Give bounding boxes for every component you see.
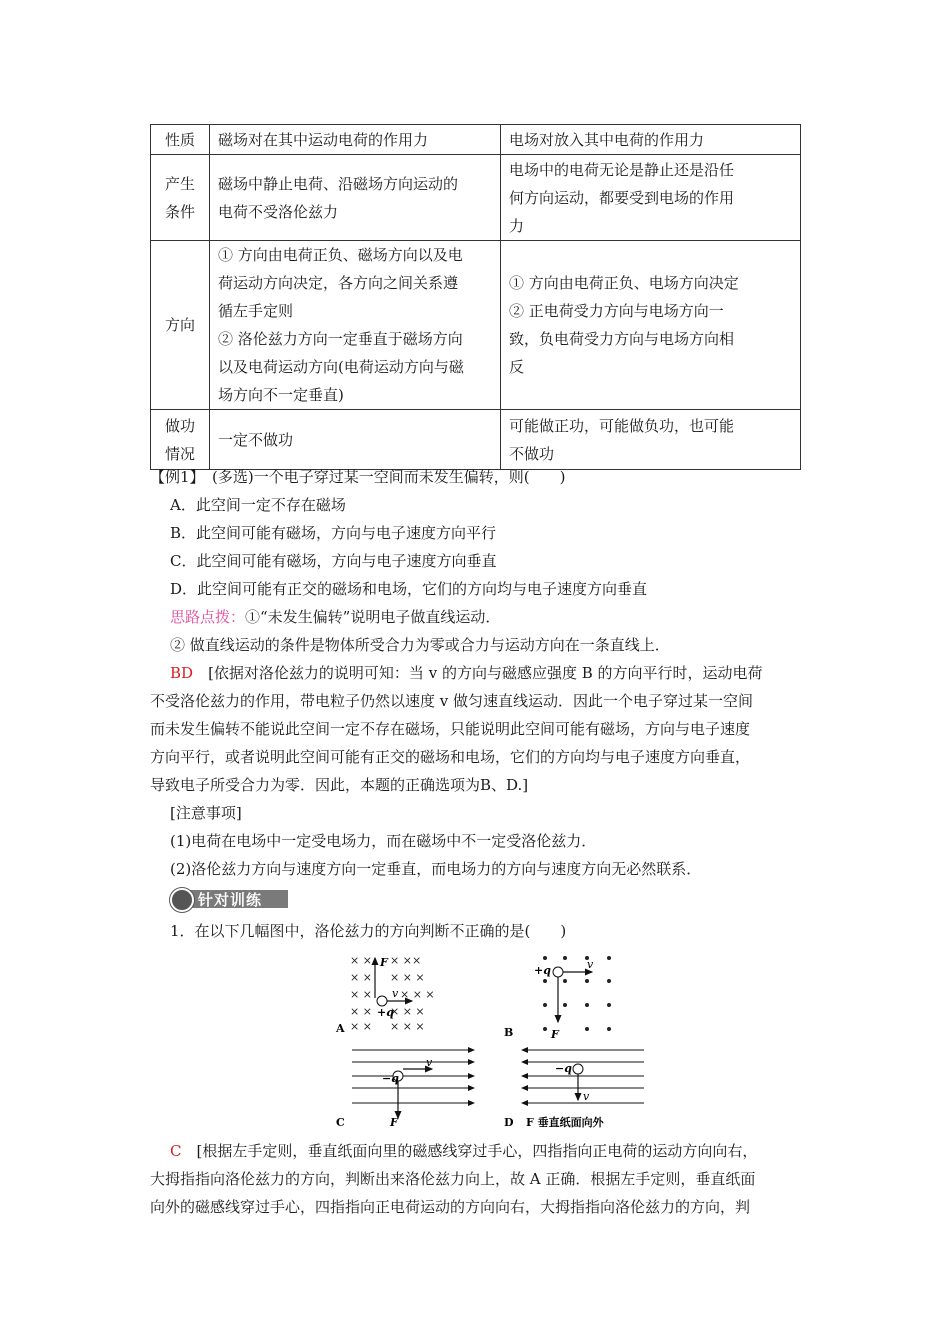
banner-title: 针对训练 [198, 891, 263, 909]
hint-line-2: ② 做直线运动的条件是物体所受合力为零或合力与运动方向在一条直线上． [170, 636, 670, 654]
svg-text:F: F [390, 1116, 398, 1129]
note-item: (1)电荷在电场中一定受电场力，而在磁场中不一定受洛伦兹力． [170, 832, 597, 850]
label-c: C [336, 1116, 345, 1129]
magnetic-cell: 一定不做功 [210, 410, 501, 470]
example-title: 【例1】 (多选)一个电子穿过某一空间而未发生偏转，则( ) [150, 468, 566, 486]
option-c: C．此空间可能有磁场，方向与电子速度方向垂直 [170, 552, 497, 570]
notes-title: [注意事项] [170, 804, 242, 822]
lorentz-force-figure [330, 950, 650, 1130]
svg-text:−q: −q [555, 1062, 572, 1075]
svg-text:× ×: × × [350, 1005, 372, 1018]
answer-line: 大拇指指向洛伦兹力的方向，判断出来洛伦兹力向上，故 A 正确．根据左手定则，垂直纸面 [150, 1170, 756, 1188]
label-a: A [336, 1022, 345, 1035]
row-label: 产生 条件 [151, 155, 210, 241]
svg-text:v: v [392, 987, 399, 1000]
electric-cell: 电场中的电荷无论是静止还是沿任 何方向运动，都要受到电场的作用 力 [501, 155, 801, 241]
table-row [151, 125, 801, 155]
panel-d [504, 1050, 644, 1129]
answer-line: 方向平行，或者说明此空间可能有正交的磁场和电场，它们的方向均与电子速度方向垂直， [150, 748, 751, 766]
answer-line: 向外的磁感线穿过手心，四指指向正电荷运动的方向向右，大拇指指向洛伦兹力的方向，判 [150, 1198, 751, 1216]
magnetic-cell: ① 方向由电荷正负、磁场方向以及电 荷运动方向决定，各方向之间关系遵 循左手定则 ② 洛伦兹力方向一定垂直于磁场方向 以及电荷运动方向(电荷运动方向与磁 场方向不一定垂直) [210, 241, 501, 410]
row-label: 性质 [151, 125, 210, 155]
panel-a [335, 954, 435, 1035]
answer-label: BD [170, 664, 194, 682]
answer-line: 导致电子所受合力为零．因此，本题的正确选项为B、D.] [150, 776, 529, 794]
hint-line-1: 思路点拨：①“未发生偏转”说明电子做直线运动． [170, 608, 501, 626]
row-label: 方向 [151, 241, 210, 410]
table-row [151, 241, 801, 410]
option-a: A．此空间一定不存在磁场 [170, 496, 346, 514]
table-row [151, 155, 801, 241]
svg-text:× ×: × × [350, 954, 372, 967]
magnetic-cell: 磁场对在其中运动电荷的作用力 [210, 125, 501, 155]
answer-line: BD [依据对洛伦兹力的说明可知：当 v 的方向与磁感应强度 B 的方向平行时，运动电荷 [170, 664, 763, 682]
electric-cell: 可能做正功，可能做负功，也可能 不做功 [501, 410, 801, 470]
option-d: D．此空间可能有正交的磁场和电场，它们的方向均与电子速度方向垂直 [170, 580, 648, 598]
note-item: (2)洛伦兹力方向与速度方向一定垂直，而电场力的方向与速度方向无必然联系． [170, 860, 702, 878]
answer-line: 不受洛伦兹力的作用，带电粒子仍然以速度 v 做匀速直线运动．因此一个电子穿过某一空间 [150, 692, 754, 710]
svg-text:v: v [583, 1090, 590, 1103]
force-label: F [380, 956, 388, 969]
svg-text:v: v [426, 1056, 433, 1069]
svg-text:× ×: × × [350, 971, 372, 984]
answer-line: 而未发生偏转不能说此空间一定不存在磁场，只能说明此空间可能有磁场，方向与电子速度 [150, 720, 751, 738]
hint-label: 思路点拨： [170, 608, 246, 626]
d-caption: F 垂直纸面向外 [526, 1116, 604, 1129]
svg-text:F: F [551, 1028, 559, 1041]
svg-text:× × ×: × × × [390, 971, 425, 984]
question-1: 1．在以下几幅图中，洛伦兹力的方向判断不正确的是( ) [170, 922, 567, 940]
svg-text:+q: +q [377, 1006, 394, 1019]
comparison-table [150, 124, 801, 470]
magnetic-cell: 磁场中静止电荷、沿磁场方向运动的 电荷不受洛伦兹力 [210, 155, 501, 241]
target-icon [170, 888, 194, 912]
svg-text:× ×: × × [350, 988, 372, 1001]
svg-text:× × ×: × × × [400, 988, 435, 1001]
option-b: B．此空间可能有磁场，方向与电子速度方向平行 [170, 524, 497, 542]
svg-text:+q: +q [534, 964, 551, 977]
electric-cell: ① 方向由电荷正负、电场方向决定 ② 正电荷受力方向与电场方向一 致，负电荷受力方向与电场方向相 反 [501, 241, 801, 410]
label-d: D [504, 1116, 514, 1129]
label-b: B [504, 1026, 514, 1039]
answer-label: C [170, 1142, 182, 1160]
svg-text:× × ×: × × × [390, 1005, 425, 1018]
svg-text:× ×: × × [350, 1020, 372, 1033]
svg-text:×: × [412, 954, 422, 967]
svg-text:× × ×: × × × [390, 1020, 425, 1033]
svg-text:−q: −q [382, 1072, 399, 1085]
row-label: 做功 情况 [151, 410, 210, 470]
electric-cell: 电场对放入其中电荷的作用力 [501, 125, 801, 155]
panel-b [504, 956, 611, 1041]
table-row [151, 410, 801, 470]
svg-text:× ×: × × [390, 954, 412, 967]
svg-text:v: v [587, 958, 594, 971]
answer-line: C [根据左手定则，垂直纸面向里的磁感线穿过手心，四指指向正电荷的运动方向向右， [170, 1142, 758, 1160]
training-banner [170, 888, 288, 910]
panel-c [336, 1050, 474, 1129]
